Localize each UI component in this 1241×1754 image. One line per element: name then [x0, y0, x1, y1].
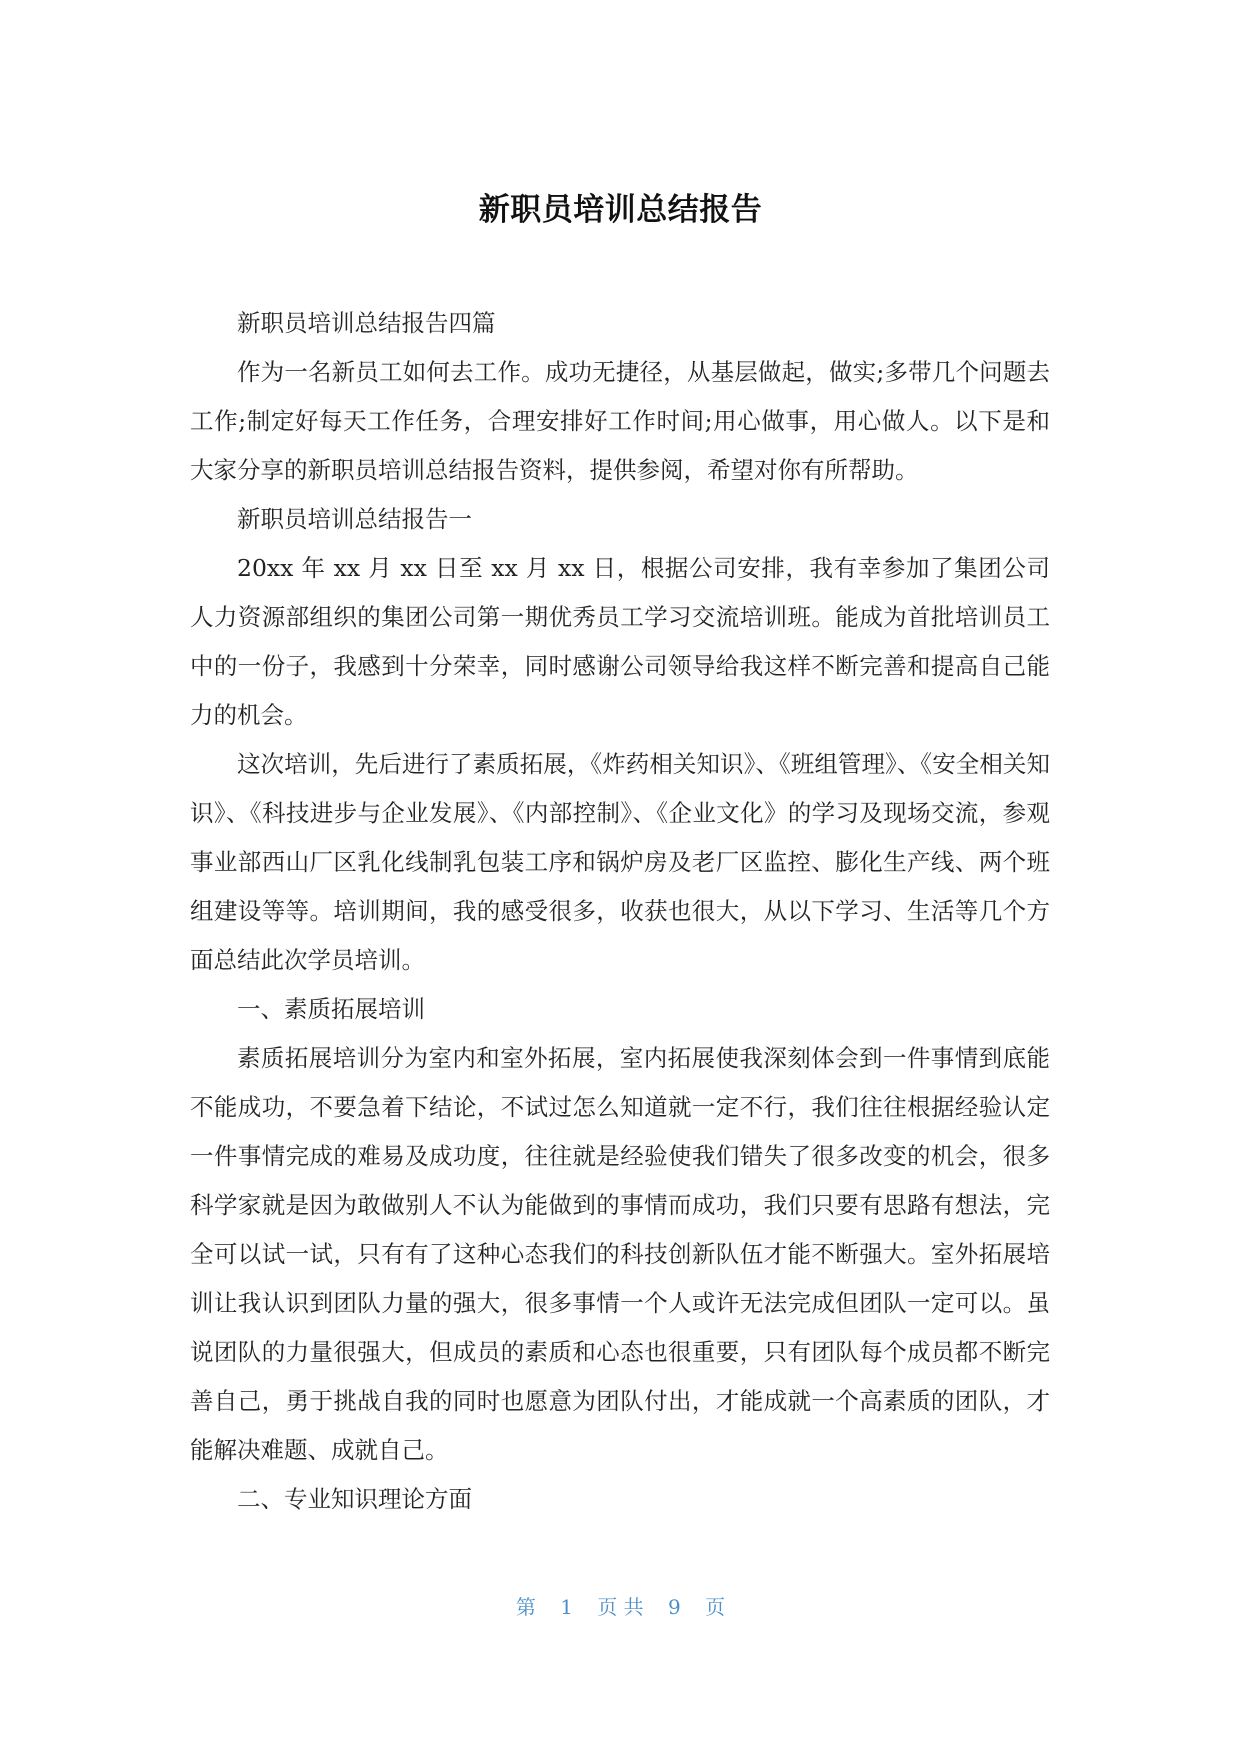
- intro-paragraph: 作为一名新员工如何去工作。成功无捷径，从基层做起，做实;多带几个问题去工作;制定好每天工作任务，合理安排好工作时间;用心做事，用心做人。以下是和大家分享的新职员培训总结报告资料，提供参阅，希望对你有所帮助。: [190, 358, 1050, 484]
- section-heading-professional-knowledge: 二、专业知识理论方面: [237, 1485, 472, 1513]
- section-heading-quality-training: 一、素质拓展培训: [237, 995, 425, 1023]
- document-title: 新职员培训总结报告: [478, 192, 763, 228]
- footer-label-page: 第: [515, 1595, 536, 1619]
- page-footer: [0, 1592, 1241, 1622]
- footer-label-pages: 页: [705, 1595, 726, 1619]
- footer-current-page: 1: [560, 1595, 573, 1619]
- body-paragraph: 素质拓展培训分为室内和室外拓展，室内拓展使我深刻体会到一件事情到底能不能成功，不要急着下结论，不试过怎么知道就一定不行，我们往往根据经验认定一件事情完成的难易及成功度，往往就是经验使我们错失了很多改变的机会，很多科学家就是因为敢做别人不认为能做到的事情而成功，我们只要有思路有想法，完全可以试一试，只有有了这种心态我们的科技创新队伍才能不断强大。室外拓展培训让我认识到团队力量的强大，很多事情一个人或许无法完成但团队一定可以。虽说团队的力量很强大，但成员的素质和心态也很重要，只有团队每个成员都不断完善自己，勇于挑战自我的同时也愿意为团队付出，才能成就一个高素质的团队，才能解决难题、成就自己。: [190, 1044, 1050, 1464]
- section-heading-report-one: 新职员培训总结报告一: [237, 505, 472, 533]
- footer-label-of: 页 共: [597, 1595, 644, 1619]
- body-paragraph: 20xx 年 xx 月 xx 日至 xx 月 xx 日，根据公司安排，我有幸参加了集团公司人力资源部组织的集团公司第一期优秀员工学习交流培训班。能成为首批培训员工中的一份子，我感到十分荣幸，同时感谢公司领导给我这样不断完善和提高自己能力的机会。: [190, 554, 1050, 729]
- subtitle-paragraph: 新职员培训总结报告四篇: [237, 309, 496, 337]
- footer-total-pages: 9: [668, 1595, 681, 1619]
- body-paragraph: 这次培训，先后进行了素质拓展，《炸药相关知识》、《班组管理》、《安全相关知识》、《科技进步与企业发展》、《内部控制》、《企业文化》的学习及现场交流，参观事业部西山厂区乳化线制乳包装工序和锅炉房及老厂区监控、膨化生产线、两个班组建设等等。培训期间，我的感受很多，收获也很大，从以下学习、生活等几个方面总结此次学员培训。: [190, 750, 1050, 974]
- document-body: [190, 299, 1050, 1524]
